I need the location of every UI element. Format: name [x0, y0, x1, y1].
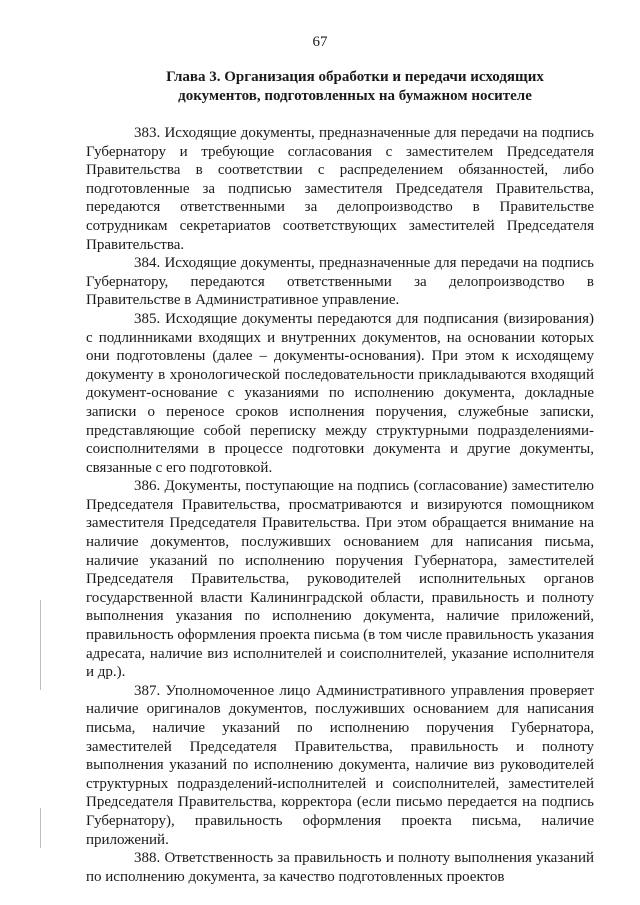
paragraph-388: 388. Ответственность за правильность и полноту выполнения указаний по исполнению документа, за качество подготовленных проектов: [86, 850, 594, 885]
scan-margin-mark: [40, 600, 41, 690]
chapter-title-line: документов, подготовленных на бумажном носителе: [178, 88, 532, 104]
paragraph-384: 384. Исходящие документы, предназначенные для передачи на подпись Губернатору, передаются ответственными за делопроизводство в Правительстве в Административное управление.: [86, 255, 594, 309]
paragraph-386: 386. Документы, поступающие на подпись (согласование) заместителю Председателя Правительства, просматриваются и визируются помощником заместителя Председателя Правительства. При этом обращается внимание на наличие документов, послуживших основанием для написания письма, наличие указаний по исполнению поручения Губернатора, заместителей Председателя Правительства, руководителей исполнительных органов государственной власти Калининградской области, правильность и полноту выполнения указания по исполнению документа, наличие приложений, правильность оформления проекта письма (в том числе правильность указания адресата, наличие виз исполнителей и соисполнителей, указание исполнителя и др.).: [86, 478, 594, 681]
scan-margin-mark: [40, 808, 41, 848]
chapter-title-line: Глава 3. Организация обработки и передачи исходящих: [166, 69, 544, 85]
page-number: 67: [312, 34, 328, 50]
paragraph-383: 383. Исходящие документы, предназначенные для передачи на подпись Губернатору и требующие согласования с заместителем Председателя Правительства в соответствии с распределением обязанностей, либо подготовленные за подписью заместителя Председателя Правительства, передаются ответственными за делопроизводство в Правительстве сотрудникам секретариатов соответствующих заместителей Председателя Правительства.: [86, 125, 594, 253]
paragraph-387: 387. Уполномоченное лицо Административного управления проверяет наличие оригиналов документов, послуживших основанием для написания письма, наличие указаний по исполнению поручения Губернатора, заместителей Председателя Правительства, правильность и полноту выполнения указаний по исполнению документа, наличие виз руководителей структурных подразделений-исполнителей и соисполнителей, заместителей Председателя Правительства, корректора (если письмо передается на подпись Губернатору), правильность оформления проекта письма, наличие приложений.: [86, 682, 594, 848]
document-body: [86, 124, 594, 886]
paragraph-385: 385. Исходящие документы передаются для подписания (визирования) с подлинниками входящих и внутренних документов, на основании которых они подготовлены (далее – документы-основания). При этом к исходящему документу в хронологической последовательности прикладываются входящий документ-основание с указаниями по исполнению документа, докладные записки о переносе сроков исполнения поручения, служебные записки, представляющие собой переписку между структурными подразделениями-соисполнителями в процессе подготовки документа и другие документы, связанные с его подготовкой.: [86, 310, 594, 476]
chapter-title: [120, 68, 590, 106]
